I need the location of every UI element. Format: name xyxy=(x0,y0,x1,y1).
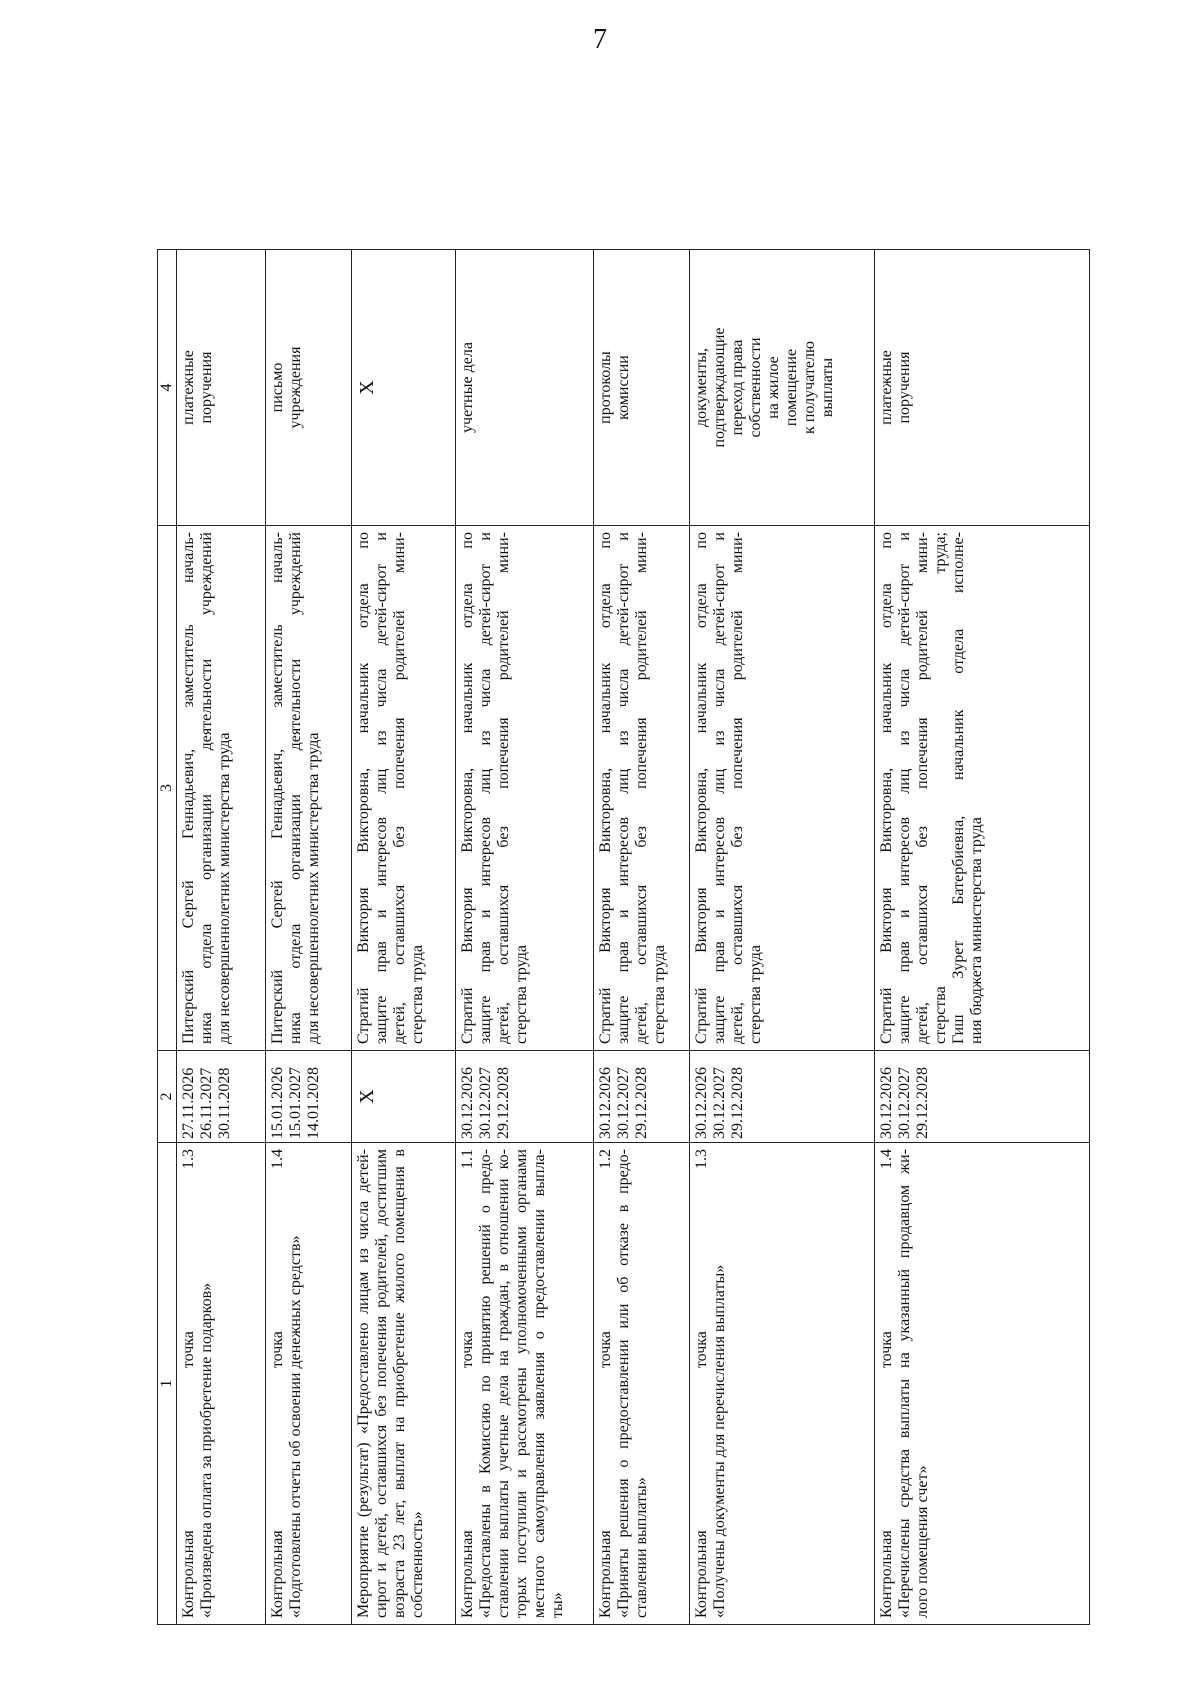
event-description-cell xyxy=(456,1143,594,1625)
cell-text-line: ставлении выплаты учетные дела на граждан, в отношении ко- xyxy=(495,1149,512,1618)
table-row xyxy=(352,250,456,1625)
cell-text-line: 14.01.2028 xyxy=(305,1067,322,1139)
cell-text-line: стерства труда; xyxy=(932,532,949,1044)
cell-text-line: «Получены документы для перечисления выплаты» xyxy=(711,1264,728,1618)
cell-text-line: возраста 23 лет, выплат на приобретение жилого помещения в xyxy=(391,1149,408,1618)
event-description-cell xyxy=(352,1143,456,1625)
deadline-dates-cell xyxy=(875,1051,1090,1143)
cell-text-line: детей, оставшихся без попечения родителей мини- xyxy=(391,532,408,1044)
event-description-cell xyxy=(690,1143,875,1625)
cell-text-line: Питерский Сергей Геннадьевич, заместитель началь- xyxy=(180,532,197,1044)
cell-text-line: 30.12.2027 xyxy=(477,1067,494,1139)
cell-text-line: 30.12.2027 xyxy=(896,1067,913,1139)
responsible-person-cell xyxy=(177,526,266,1051)
cell-text-line: ния бюджета министерства труда xyxy=(968,817,985,1044)
event-description-cell xyxy=(266,1143,352,1625)
cell-text-line: Х xyxy=(356,1089,378,1104)
responsible-person-cell xyxy=(266,526,352,1051)
deadline-dates-cell xyxy=(456,1051,594,1143)
cell-text-line: детей, оставшихся без попечения родителей мини- xyxy=(495,532,512,1044)
document-type-cell xyxy=(690,250,875,526)
cell-text-line: сирот и детей, оставшихся без попечения родителей, достигшим xyxy=(373,1149,390,1618)
cell-text-line: ника отдела организации деятельности учреждений xyxy=(198,532,215,1044)
cell-text-line: «Произведена оплата за приобретение подарков» xyxy=(198,1282,215,1618)
cell-text-line: 29.12.2028 xyxy=(633,1067,650,1139)
cell-text-line: Контрольная точка 1.4 xyxy=(878,1149,895,1618)
cell-text-line: стерства труда xyxy=(747,945,764,1044)
cell-text-line: 30.12.2026 xyxy=(459,1067,476,1139)
responsible-person-cell xyxy=(594,526,690,1051)
cell-text-line: Контрольная точка 1.3 xyxy=(693,1149,710,1618)
cell-text-line: защите прав и интересов лиц из числа детей-сирот и xyxy=(615,532,632,1044)
document-type-cell xyxy=(875,250,1090,526)
event-description-cell xyxy=(594,1143,690,1625)
cell-text-line: учреждения xyxy=(287,346,304,429)
cell-text-line: Контрольная точка 1.1 xyxy=(459,1149,476,1618)
cell-text-line: Контрольная точка 1.3 xyxy=(180,1149,197,1618)
document-type-cell xyxy=(594,250,690,526)
column-header-3: 3 xyxy=(158,526,177,1051)
cell-text-line: ставлении выплаты» xyxy=(633,1477,650,1618)
table-row xyxy=(594,250,690,1625)
cell-text-line: стерства труда xyxy=(513,945,530,1044)
cell-text-line: детей, оставшихся без попечения родителей мини- xyxy=(729,532,746,1044)
cell-text-line: письмо xyxy=(269,362,286,413)
cell-text-line: платежные xyxy=(180,350,197,425)
cell-text-line: учетные дела xyxy=(459,342,476,433)
cell-text-line: Мероприятие (результат) «Предоставлено лицам из числа детей- xyxy=(355,1149,372,1618)
cell-text-line: Питерский Сергей Геннадьевич, заместитель началь- xyxy=(269,532,286,1044)
cell-text-line: выплаты xyxy=(819,357,836,418)
table-row xyxy=(266,250,352,1625)
responsible-person-cell xyxy=(690,526,875,1051)
cell-text-line: Контрольная точка 1.4 xyxy=(269,1149,286,1618)
cell-text-line: Х xyxy=(356,380,378,395)
cell-text-line: помещение xyxy=(783,348,800,427)
table-row xyxy=(875,250,1090,1625)
column-header-4: 4 xyxy=(158,250,177,526)
cell-text-line: «Приняты решения о предоставлении или об отказе в предо- xyxy=(615,1149,632,1618)
responsible-person-cell xyxy=(456,526,594,1051)
cell-text-line: 15.01.2026 xyxy=(269,1067,286,1139)
table-row xyxy=(690,250,875,1625)
cell-text-line: защите прав и интересов лиц из числа детей-сирот и xyxy=(711,532,728,1044)
cell-text-line: 15.01.2027 xyxy=(287,1067,304,1139)
document-type-cell xyxy=(266,250,352,526)
cell-text-line: «Подготовлены отчеты об освоении денежных средств» xyxy=(287,1235,304,1618)
cell-text-line: Стратий Виктория Викторовна, начальник отдела по xyxy=(693,532,710,1044)
cell-text-line: переход права xyxy=(729,339,746,436)
cell-text-line: на жилое xyxy=(765,356,782,419)
cell-text-line: 30.12.2026 xyxy=(693,1067,710,1139)
cell-text-line: протоколы xyxy=(597,351,614,424)
cell-text-line: 29.12.2028 xyxy=(729,1067,746,1139)
cell-text-line: «Предоставлены в Комиссию по принятию решений о предо- xyxy=(477,1149,494,1618)
cell-text-line: 29.12.2028 xyxy=(495,1067,512,1139)
cell-text-line: детей, оставшихся без попечения родителей мини- xyxy=(633,532,650,1044)
rotated-table-container xyxy=(157,250,1082,1625)
cell-text-line: к получателю xyxy=(801,341,818,434)
deadline-dates-cell xyxy=(690,1051,875,1143)
cell-text-line: собственность» xyxy=(409,1511,426,1618)
document-type-cell xyxy=(456,250,594,526)
column-header-2: 2 xyxy=(158,1051,177,1143)
cell-text-line: местного самоуправления заявления о предоставлении выпла- xyxy=(531,1149,548,1618)
table-header-row xyxy=(158,250,177,1625)
column-header-1: 1 xyxy=(158,1143,177,1625)
cell-text-line: для несовершеннолетних министерства труда xyxy=(305,732,322,1044)
cell-text-line: детей, оставшихся без попечения родителей мини- xyxy=(914,532,931,1044)
cell-text-line: 30.12.2026 xyxy=(597,1067,614,1139)
cell-text-line: поручения xyxy=(896,351,913,424)
cell-text-line: 26.11.2027 xyxy=(198,1067,215,1139)
cell-text-line: платежные xyxy=(878,350,895,425)
cell-text-line: для несовершеннолетних министерства труда xyxy=(216,732,233,1044)
control-points-table xyxy=(157,249,1090,1625)
cell-text-line: поручения xyxy=(198,351,215,424)
event-description-cell xyxy=(177,1143,266,1625)
document-type-cell xyxy=(177,250,266,526)
cell-text-line: Стратий Виктория Викторовна, начальник отдела по xyxy=(459,532,476,1044)
cell-text-line: Стратий Виктория Викторовна, начальник отдела по xyxy=(355,532,372,1044)
cell-text-line: подтверждающие xyxy=(711,327,728,448)
responsible-person-cell xyxy=(875,526,1090,1051)
cell-text-line: Стратий Виктория Викторовна, начальник отдела по xyxy=(597,532,614,1044)
cell-text-line: ника отдела организации деятельности учреждений xyxy=(287,532,304,1044)
cell-text-line: комиссии xyxy=(615,355,632,420)
cell-text-line: защите прав и интересов лиц из числа детей-сирот и xyxy=(477,532,494,1044)
cell-text-line: Стратий Виктория Викторовна, начальник отдела по xyxy=(878,532,895,1044)
cell-text-line: торых поступили и рассмотрены уполномоченными органами xyxy=(513,1149,530,1618)
cell-text-line: 27.11.2026 xyxy=(180,1067,197,1139)
table-row xyxy=(456,250,594,1625)
cell-text-line: лого помещения счет» xyxy=(914,1465,931,1618)
deadline-dates-cell xyxy=(177,1051,266,1143)
cell-text-line: защите прав и интересов лиц из числа детей-сирот и xyxy=(373,532,390,1044)
cell-text-line: Гиш Зурет Батербиевна, начальник отдела исполне- xyxy=(950,532,967,1044)
cell-text-line: 30.11.2028 xyxy=(216,1067,233,1139)
cell-text-line: 30.12.2026 xyxy=(878,1067,895,1139)
event-description-cell xyxy=(875,1143,1090,1625)
deadline-dates-cell xyxy=(266,1051,352,1143)
cell-text-line: стерства труда xyxy=(409,945,426,1044)
cell-text-line: документы, xyxy=(693,348,710,428)
deadline-dates-cell xyxy=(352,1051,456,1143)
cell-text-line: 29.12.2028 xyxy=(914,1067,931,1139)
cell-text-line: собственности xyxy=(747,337,764,438)
cell-text-line: стерства труда xyxy=(651,945,668,1044)
cell-text-line: защите прав и интересов лиц из числа детей-сирот и xyxy=(896,532,913,1044)
table-row xyxy=(177,250,266,1625)
cell-text-line: «Перечислены средства выплаты на указанный продавцом жи- xyxy=(896,1149,913,1618)
document-type-cell xyxy=(352,250,456,526)
page-number: 7 xyxy=(593,24,607,55)
responsible-person-cell xyxy=(352,526,456,1051)
deadline-dates-cell xyxy=(594,1051,690,1143)
cell-text-line: ты» xyxy=(549,1592,566,1618)
cell-text-line: 30.12.2027 xyxy=(711,1067,728,1139)
cell-text-line: Контрольная точка 1.2 xyxy=(597,1149,614,1618)
cell-text-line: 30.12.2027 xyxy=(615,1067,632,1139)
